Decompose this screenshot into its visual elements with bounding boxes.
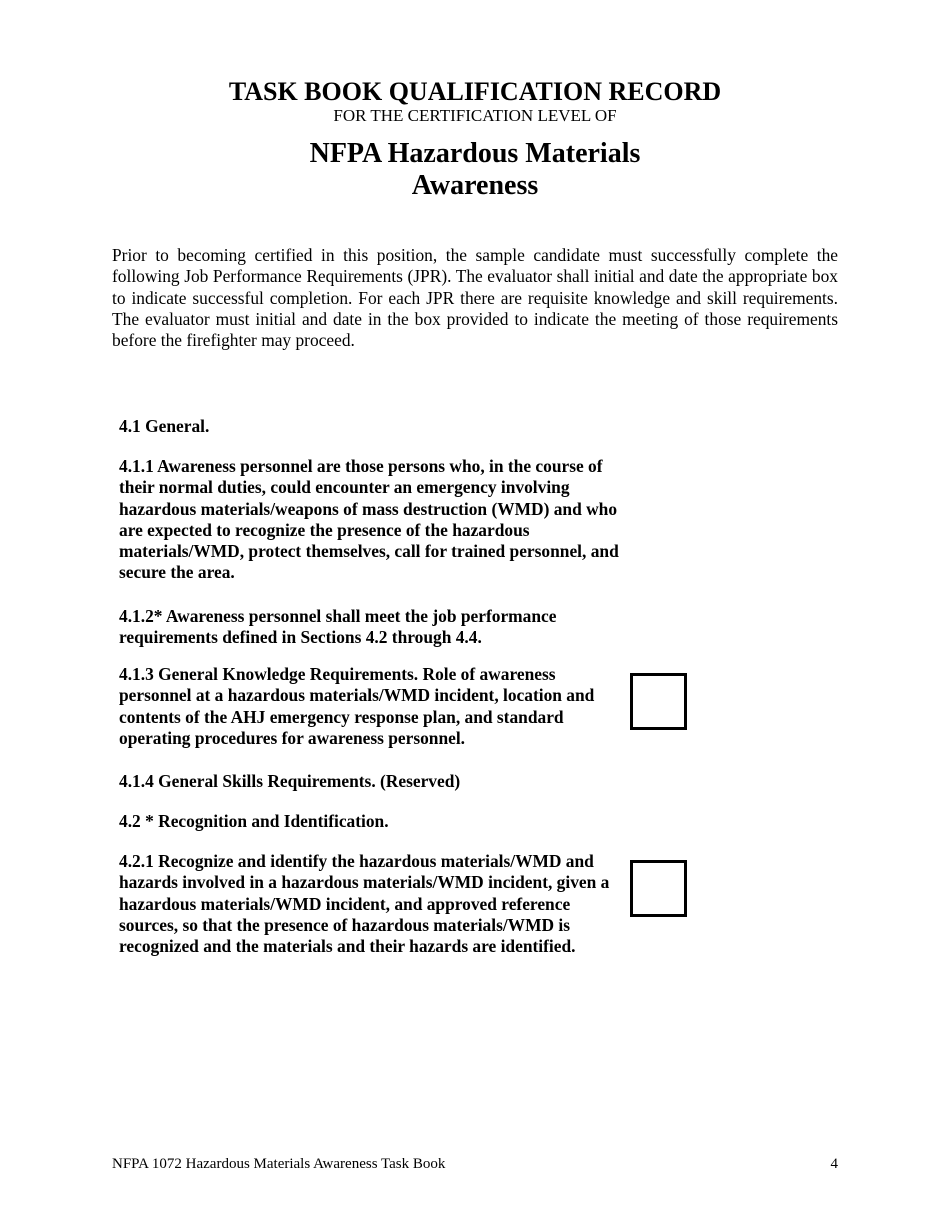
- certification-level-line-1: NFPA Hazardous Materials: [309, 138, 641, 169]
- section-4-2-1: 4.2.1 Recognize and identify the hazardous materials/WMD and hazards involved in a hazardous materials/WMD incident, given a hazardous materials/WMD incident, and approved reference sources, so that the presence of hazardous materials/WMD is recognized and the materials and their hazards are identified.: [119, 851, 610, 957]
- intro-paragraph: Prior to becoming certified in this position, the sample candidate must successfully complete the following Job Performance Requirements (JPR). The evaluator shall initial and date the appropriate box to indicate successful completion. For each JPR there are requisite knowledge and skill requirements. The evaluator must initial and date in the box provided to indicate the meeting of those requirements before the firefighter may proceed.: [112, 245, 838, 351]
- page-title: TASK BOOK QUALIFICATION RECORD: [228, 77, 722, 106]
- evaluator-initial-box-4-2-1[interactable]: [630, 860, 687, 917]
- section-4-1-4: 4.1.4 General Skills Requirements. (Reserved): [119, 771, 461, 791]
- certification-level: [0, 138, 950, 202]
- section-4-1: 4.1 General.: [119, 416, 210, 436]
- footer-page-number: 4: [830, 1156, 838, 1172]
- evaluator-initial-box-4-1-3[interactable]: [630, 673, 687, 730]
- section-4-1-2: 4.1.2* Awareness personnel shall meet the job performance requirements defined in Sections 4.2 through 4.4.: [119, 606, 557, 648]
- section-4-2: 4.2 * Recognition and Identification.: [119, 811, 389, 831]
- section-4-1-3: 4.1.3 General Knowledge Requirements. Role of awareness personnel at a hazardous materials/WMD incident, location and contents of the AHJ emergency response plan, and standard operating procedures for awareness personnel.: [119, 664, 595, 748]
- section-4-1-1: 4.1.1 Awareness personnel are those persons who, in the course of their normal duties, could encounter an emergency involving hazardous materials/weapons of mass destruction (WMD) and who are expected to recognize the presence of the hazardous materials/WMD, protect themselves, call for trained personnel, and secure the area.: [119, 456, 619, 583]
- footer-document-title: NFPA 1072 Hazardous Materials Awareness Task Book: [112, 1156, 446, 1172]
- certification-level-line-2: Awareness: [411, 170, 539, 201]
- page-subtitle: FOR THE CERTIFICATION LEVEL OF: [333, 106, 617, 125]
